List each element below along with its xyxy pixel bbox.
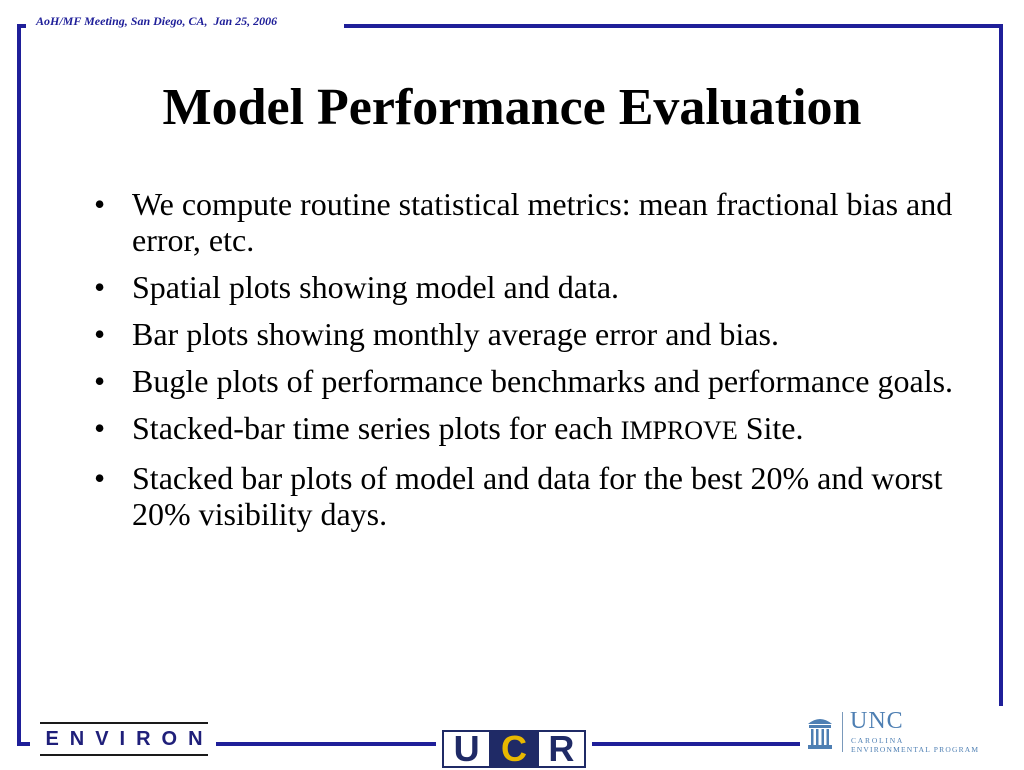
ucr-logo-c: C [491,730,536,768]
unc-logo-separator [842,712,843,752]
bullet-dot: • [94,186,106,222]
bullet-item [92,460,972,532]
ucr-logo-r: R [537,730,586,768]
unc-logo-line1: CAROLINA [851,736,905,745]
bullet-dot: • [94,460,106,496]
bullet-item [92,316,972,352]
ucr-logo [442,730,586,768]
unc-logo-line2: ENVIRONMENTAL PROGRAM [851,745,980,754]
bullet-dot: • [94,363,106,399]
ucr-logo-u: U [442,730,491,768]
bullet-text-post: Site. [737,410,804,446]
bullet-text: We compute routine statistical metrics: mean fractional bias and error, etc. [132,186,953,258]
bullet-item [92,269,972,305]
bullet-dot: • [94,410,106,446]
bullet-text: Bugle plots of performance benchmarks and performance goals. [132,363,954,399]
environ-logo-text: ENVIRON [45,727,214,750]
bullet-text-pre: Stacked-bar time series plots for each [132,410,621,446]
bullet-text: Spatial plots showing model and data. [132,269,620,305]
bullet-dot: • [94,269,106,305]
bullet-list [92,186,972,543]
bullet-text [132,410,804,446]
bullet-dot: • [94,316,106,352]
bullet-text: Bar plots showing monthly average error and bias. [132,316,779,352]
meeting-header: AoH/MF Meeting, San Diego, CA, Jan 25, 2006 [36,14,278,28]
old-well-icon [806,712,834,752]
slide-title: Model Performance Evaluation [162,79,862,136]
unc-logo [800,706,1010,758]
improve-acronym: IMPROVE [620,416,738,445]
unc-logo-name: UNC [850,708,904,734]
bullet-item [92,186,972,258]
bullet-item [92,363,972,399]
environ-logo [40,722,214,756]
bullet-item [92,410,972,449]
bullet-text: Stacked bar plots of model and data for the best 20% and worst 20% visibility days. [132,460,943,532]
